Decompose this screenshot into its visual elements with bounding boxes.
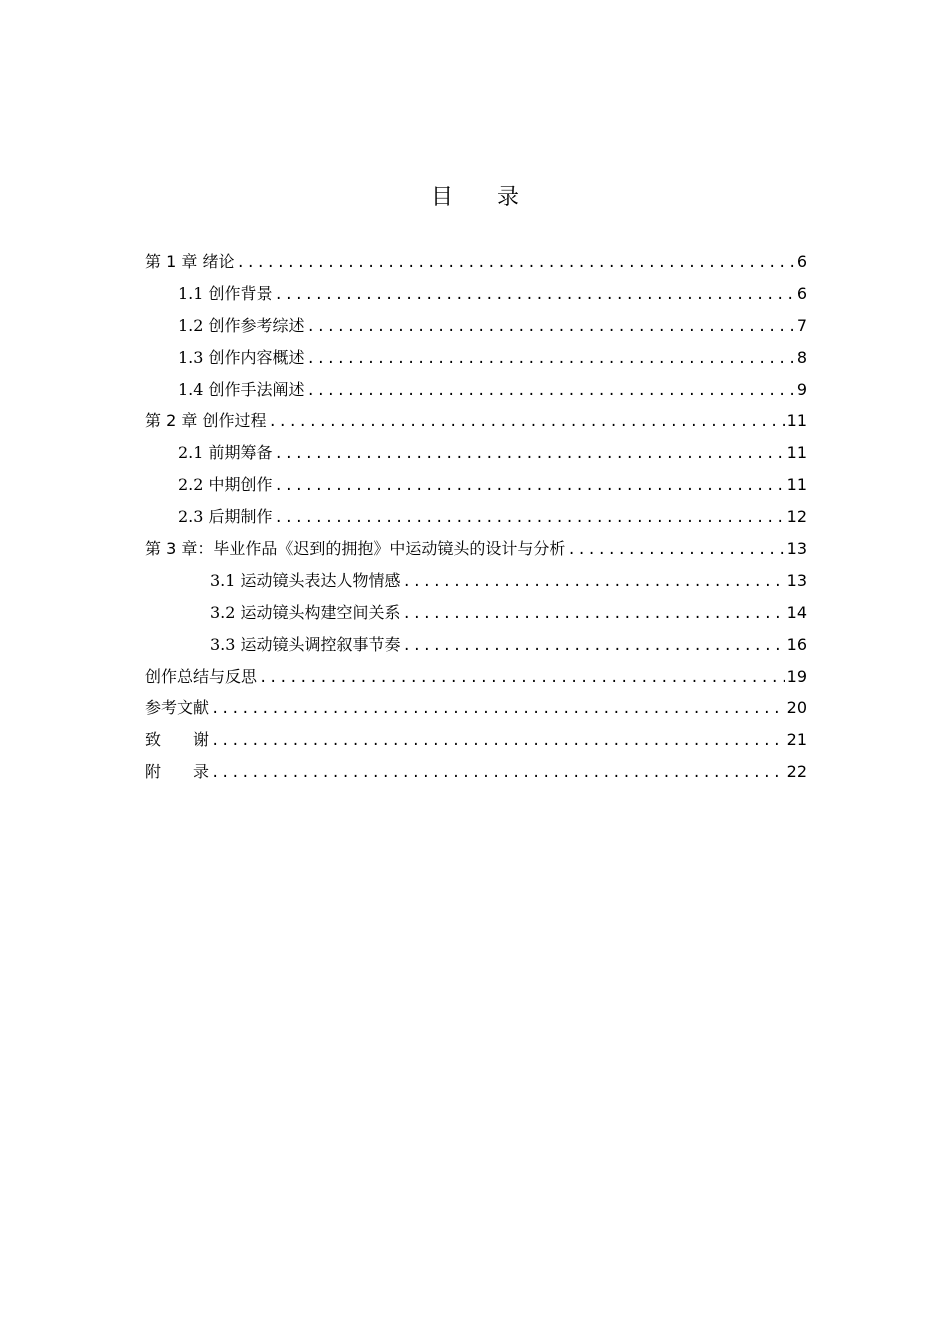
toc-entry-page: 9 [796,379,807,399]
toc-entry-label: 致 谢 [145,730,210,750]
toc-entry-3-3[interactable] [145,631,807,663]
dot-leader [275,281,795,309]
toc-entry-label: 1.1 创作背景 [178,283,273,303]
toc-entry-label: 第 3 章：毕业作品《迟到的拥抱》中运动镜头的设计与分析 [145,539,566,559]
toc-entry-page: 6 [796,283,807,303]
dot-leader [211,759,785,787]
toc-entry-label: 1.4 创作手法阐述 [178,379,305,399]
dot-leader [275,440,785,468]
toc-entry-label: 1.3 创作内容概述 [178,347,305,367]
toc-title: 目 录 [430,185,519,210]
toc-entry-page: 14 [786,602,807,622]
dot-leader [307,313,795,341]
toc-entry-page: 11 [786,475,807,495]
toc-entry-1-3[interactable] [145,344,807,376]
toc-entry-page: 16 [786,634,807,654]
toc-entry-label: 2.3 后期制作 [178,507,273,527]
toc-entry-label: 附 录 [145,762,210,782]
toc-entry-label: 参考文献 [145,698,210,718]
toc-entry-summary[interactable] [145,663,807,695]
dot-leader [275,472,785,500]
toc-entry-chapter-1[interactable] [145,248,807,280]
toc-entry-page: 12 [786,507,807,527]
toc-entry-1-2[interactable] [145,312,807,344]
dot-leader [403,632,785,660]
toc-entry-page: 19 [786,666,807,686]
toc-entry-page: 13 [786,570,807,590]
dot-leader [211,695,785,723]
toc-entry-2-2[interactable] [145,471,807,503]
toc-entry-label: 1.2 创作参考综述 [178,315,305,335]
dot-leader [236,249,794,277]
dot-leader [307,345,795,373]
toc-entry-label: 3.3 运动镜头调控叙事节奏 [210,634,401,654]
dot-leader [403,568,785,596]
toc-entry-2-3[interactable] [145,503,807,535]
toc-entry-3-1[interactable] [145,567,807,599]
dot-leader [268,408,784,436]
dot-leader [567,536,784,564]
toc-entry-page: 13 [786,539,807,559]
toc-entry-label: 3.1 运动镜头表达人物情感 [210,570,401,590]
toc-entry-label: 2.1 前期筹备 [178,443,273,463]
toc-entry-acknowledgements[interactable] [145,726,807,758]
toc-entry-chapter-3[interactable] [145,535,807,567]
toc-entry-label: 2.2 中期创作 [178,475,273,495]
toc-entry-label: 创作总结与反思 [145,666,258,686]
dot-leader [259,664,785,692]
dot-leader [211,727,785,755]
toc-entry-label: 第 1 章 绪论 [145,252,235,271]
toc-entry-label: 3.2 运动镜头构建空间关系 [210,602,401,622]
dot-leader [403,600,785,628]
toc-entry-page: 7 [796,315,807,335]
toc-entry-page: 11 [786,411,807,431]
toc-entry-page: 21 [786,730,807,750]
toc-entry-2-1[interactable] [145,439,807,471]
dot-leader [275,504,785,532]
toc-entry-references[interactable] [145,694,807,726]
toc-entry-page: 22 [786,762,807,782]
toc-list [145,248,807,790]
toc-entry-1-4[interactable] [145,376,807,408]
toc-entry-page: 11 [786,443,807,463]
dot-leader [307,377,795,405]
toc-entry-3-2[interactable] [145,599,807,631]
toc-entry-page: 20 [786,698,807,718]
toc-entry-chapter-2[interactable] [145,407,807,439]
toc-entry-1-1[interactable] [145,280,807,312]
toc-entry-label: 第 2 章 创作过程 [145,411,267,431]
toc-entry-page: 8 [796,347,807,367]
toc-entry-appendix[interactable] [145,758,807,790]
toc-entry-page: 6 [796,252,807,271]
